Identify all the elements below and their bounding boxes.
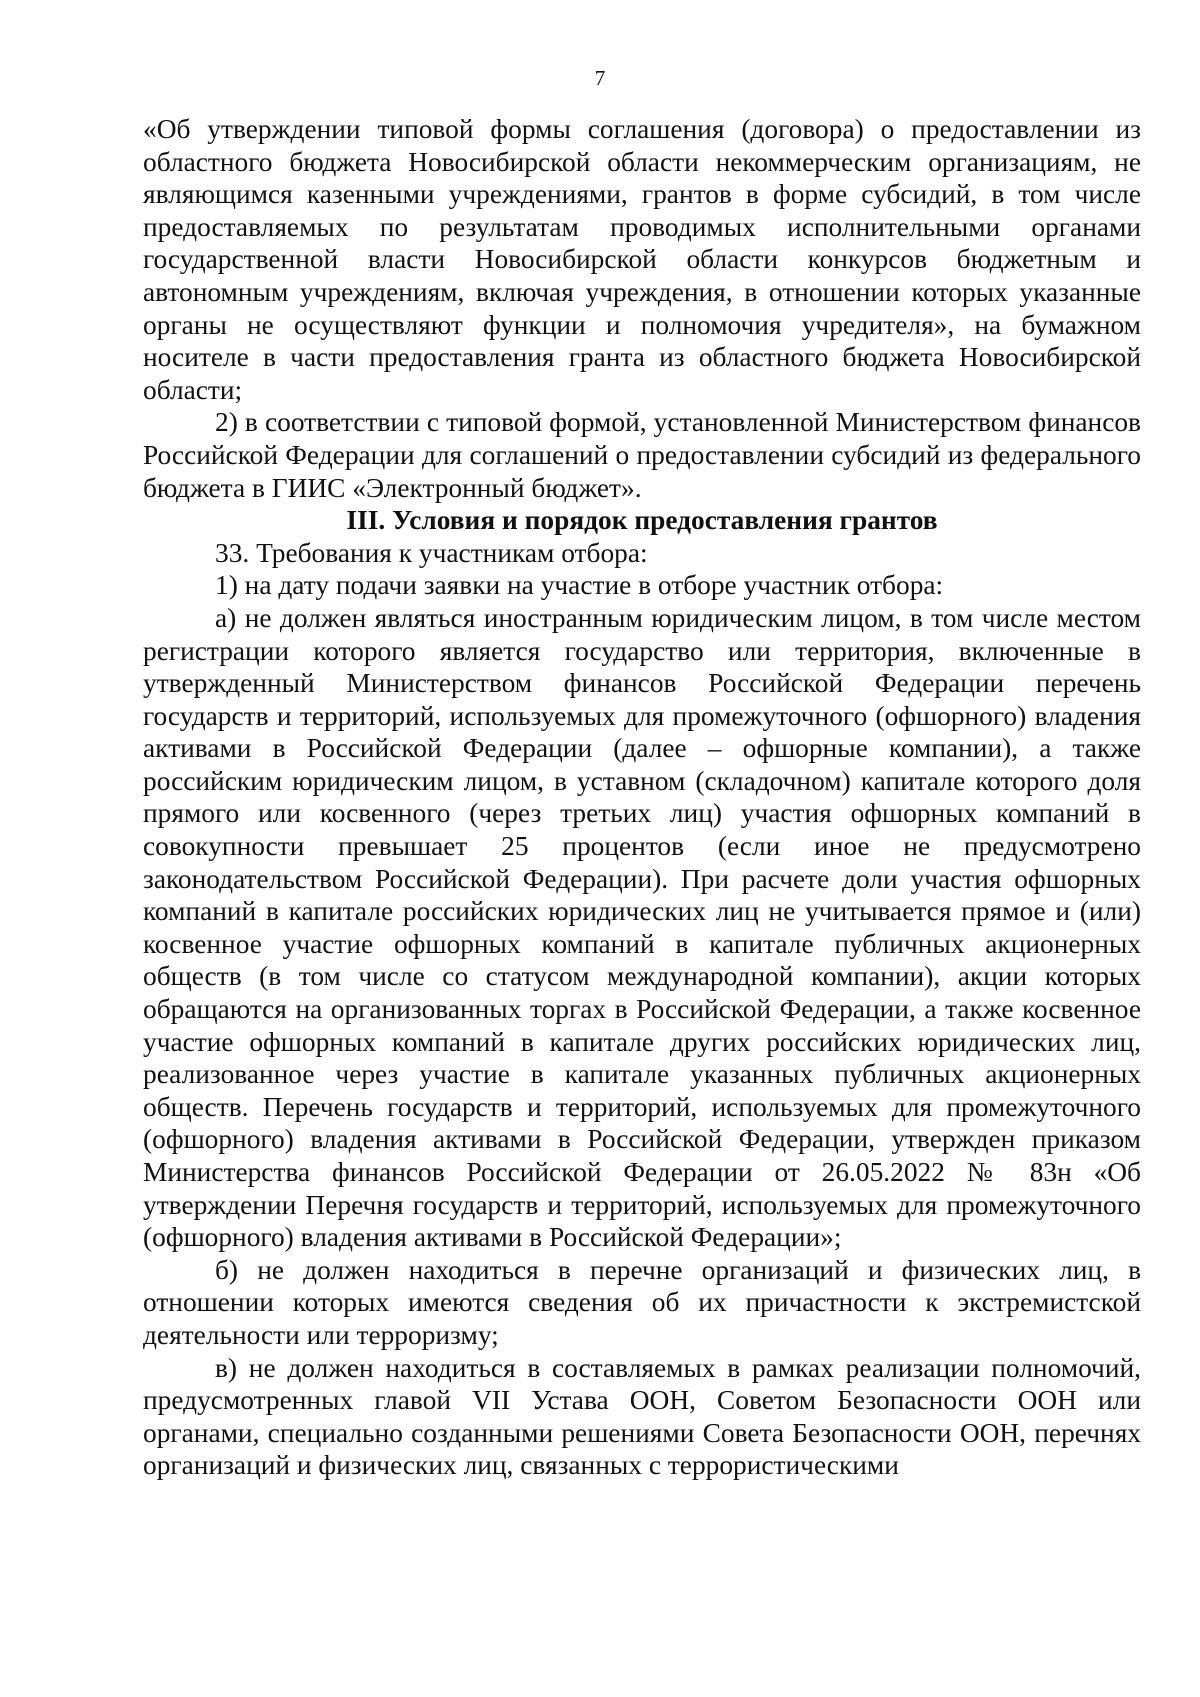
paragraph-subclause-v: в) не должен находиться в составляемых в рамках реализации полномочий, предусмотренных главой VII Устава ООН, Советом Безопасности ООН или органами, специально созданными решениями Совета Безопасности ООН, перечнях организаций и физических лиц, связанных с террористическими [143,1352,1141,1481]
document-body [143,113,1141,1482]
section-heading: III. Условия и порядок предоставления грантов [346,505,938,536]
paragraph-subclause-b: б) не должен находиться в перечне организаций и физических лиц, в отношении которых имеются сведения об их причастности к экстремистской деятельности или терроризму; [143,1254,1141,1350]
paragraph-subclause-1: 1) на дату подачи заявки на участие в отборе участник отбора: [215,570,944,601]
paragraph-item-2: 2) в соответствии с типовой формой, установленной Министерством финансов Российской Федерации для соглашений о предоставлении субсидий из федерального бюджета в ГИИС «Электронный бюджет». [143,407,1141,503]
paragraph-subclause-a: а) не должен являться иностранным юридическим лицом, в том числе местом регистрации которого является государство или территория, включенные в утвержденный Министерством финансов Российской Федерации перечень государств и территорий, используемых для промежуточного (офшорного) владения активами в Российской Федерации (далее – офшорные компании), а также российским юридическим лицом, в уставном (складочном) капитале которого доля прямого или косвенного (через третьих лиц) участия офшорных компаний в совокупности превышает 25 процентов (если иное не предусмотрено законодательством Российской Федерации). При расчете доли участия офшорных компаний в капитале российских юридических лиц не учитывается прямое и (или) косвенное участие офшорных компаний в капитале публичных акционерных обществ (в том числе со статусом международной компании), акции которых обращаются на организованных торгах в Российской Федерации, а также косвенное участие офшорных компаний в капитале других российских юридических лиц, реализованное через участие в капитале указанных публичных акционерных обществ. Перечень государств и территорий, используемых для промежуточного (офшорного) владения активами в Российской Федерации, утвержден приказом Министерства финансов Российской Федерации от 26.05.2022 № 83н «Об утверждении Перечня государств и территорий, используемых для промежуточного (офшорного) владения активами в Российской Федерации»; [143,602,1141,1253]
page-number: 7 [594,66,606,90]
paragraph-agreement-form-continuation: «Об утверждении типовой формы соглашения (договора) о предоставлении из областного бюджета Новосибирской области некоммерческим организациям, не являющимся казенными учреждениями, грантов в форме субсидий, в том числе предоставляемых по результатам проводимых исполнительными органами государственной власти Новосибирской области конкурсов бюджетным и автономным учреждениям, включая учреждения, в отношении которых указанные органы не осуществляют функции и полномочия учредителя», на бумажном носителе в части предоставления гранта из областного бюджета Новосибирской области; [143,114,1141,405]
paragraph-clause-33: 33. Требования к участникам отбора: [215,537,648,568]
